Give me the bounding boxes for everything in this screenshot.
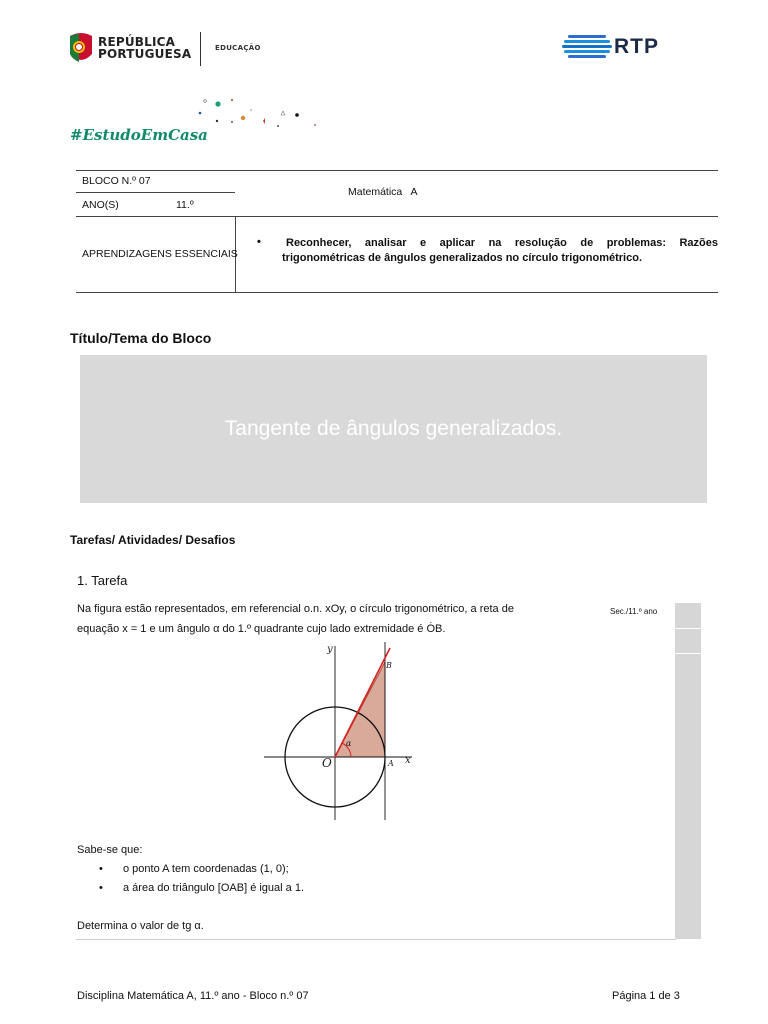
- block-title-heading: Título/Tema do Bloco: [70, 330, 212, 346]
- aprend-bullet: •: [257, 236, 261, 248]
- footer-course-info: Disciplina Matemática A, 11.º ano - Bloco n.º 07: [77, 990, 309, 1002]
- subject-name: Matemática A: [348, 186, 418, 198]
- side-column-divider: [675, 628, 701, 629]
- known-heading: Sabe-se que:: [77, 844, 143, 856]
- list-item: [99, 860, 579, 879]
- anos-value: 11.º: [176, 199, 194, 211]
- task-bottom-border: [76, 939, 676, 940]
- task-question: Determina o valor de tg α.: [77, 920, 204, 932]
- table-bottom-border: [76, 292, 718, 293]
- gov-name-line2: PORTUGUESA: [98, 47, 192, 61]
- logo-divider: [200, 32, 201, 66]
- table-top-border: [76, 170, 718, 171]
- known-item-text: o ponto A tem coordenadas (1, 0);: [123, 863, 289, 875]
- task-intro-line2: equação x = 1 e um ângulo α do 1.º quadrante cujo lado extremidade é ȮB.: [77, 623, 446, 635]
- label-alpha: α: [346, 739, 352, 748]
- decorative-dots-icon: [195, 96, 325, 132]
- aprendizagens-label: APRENDIZAGENS ESSENCIAIS: [82, 248, 238, 260]
- republica-portuguesa-logo: [68, 30, 268, 70]
- bloco-label: BLOCO N.º 07: [82, 175, 151, 187]
- task-number-label: 1. Tarefa: [77, 573, 128, 588]
- gov-name-line1: REPÚBLICA: [98, 35, 176, 49]
- block-theme-text: Tangente de ângulos generalizados.: [224, 417, 563, 440]
- list-bullet: •: [99, 863, 103, 875]
- list-item: [99, 879, 579, 898]
- label-origin: O: [322, 756, 332, 770]
- known-list: [99, 860, 579, 898]
- footer-page-number: Página 1 de 3: [612, 990, 680, 1002]
- list-bullet: •: [99, 882, 103, 894]
- hashtag-estudoemcasa: #EstudoEmCasa: [70, 126, 208, 144]
- gov-name: [98, 36, 191, 60]
- rtp-wordmark: RTP: [614, 35, 659, 58]
- trig-circle-figure: [262, 640, 418, 824]
- table-inner-line: [76, 192, 235, 193]
- gov-unit-label: EDUCAÇÃO: [215, 44, 261, 52]
- theme-box: [80, 355, 707, 503]
- side-label: Sec./11.º ano: [610, 607, 658, 616]
- side-column-divider: [675, 653, 701, 654]
- rtp-stripes-icon: [562, 34, 612, 60]
- label-x: x: [405, 755, 411, 766]
- label-b: B: [386, 661, 392, 670]
- label-a: A: [388, 759, 394, 768]
- portugal-flag-icon: [68, 32, 94, 66]
- anos-label: ANO(S): [82, 199, 119, 211]
- known-item-text: a área do triângulo [OAB] é igual a 1.: [123, 882, 305, 894]
- task-intro-line1: Na figura estão representados, em referencial o.n. xOy, o círculo trigonométrico, a reta de: [77, 603, 514, 615]
- rtp-logo: [562, 34, 682, 60]
- label-y: y: [327, 644, 333, 655]
- side-column: [675, 603, 701, 939]
- table-middle-border: [76, 216, 718, 217]
- task-intro: [77, 599, 597, 639]
- tasks-heading: Tarefas/ Atividades/ Desafios: [70, 533, 236, 547]
- aprendizagens-text: Reconhecer, analisar e aplicar na resolução de problemas: Razões trigonométricas de ângulos generalizados no círculo trigonométrico.: [282, 237, 718, 264]
